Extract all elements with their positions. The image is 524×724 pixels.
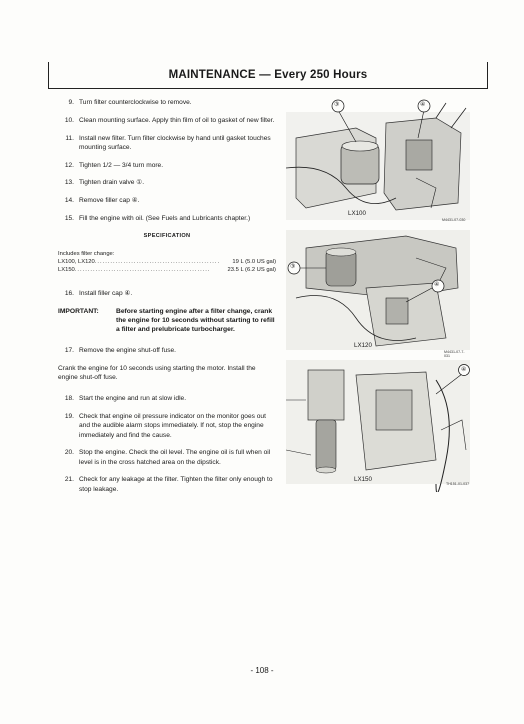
step-number: 17. (64, 347, 74, 355)
figure-lx100 (286, 98, 470, 226)
figure-code: M4431-07-7-031 (444, 350, 465, 358)
engine-illustration-lx120 (286, 228, 470, 356)
figure-label: LX150 (354, 476, 372, 483)
spec-row (58, 266, 276, 274)
step-number: 9. (68, 99, 74, 106)
important-text: Before starting engine after a filter change, crank the engine for 10 seconds without starting to refill a filter and prelubricate turbocharger. (116, 307, 275, 333)
step-item (58, 346, 276, 355)
spec-value: 19 L (5.0 US gal) (232, 258, 276, 265)
step-text: Install filler cap ④. (79, 289, 133, 297)
spec-models: LX100, LX120 (58, 258, 95, 265)
step-number: 11. (65, 134, 74, 142)
figure-label: LX120 (354, 342, 372, 349)
step-item (58, 98, 276, 107)
figure-code: TH151-01-037 (446, 482, 470, 486)
callout-4: ④ (461, 367, 467, 373)
callout-4: ④ (420, 102, 426, 108)
important-note (58, 307, 276, 335)
step-text: Tighten 1/2 — 3/4 turn more. (79, 161, 164, 169)
figure-lx150 (286, 360, 470, 492)
step-item (58, 394, 276, 403)
step-text: Install new filter. Turn filter clockwise by hand until gasket touches mounting surface. (79, 134, 271, 151)
step-item (58, 134, 276, 152)
step-item (58, 289, 276, 298)
spec-leader-dots: ................................................ (94, 258, 221, 265)
step-text: Start the engine and run at slow idle. (79, 395, 187, 403)
step-text: Stop the engine. Check the oil level. The engine oil is full when oil level is in the cross hatched area on the dipstick. (79, 449, 271, 466)
specification-intro: Includes filter change: (58, 250, 115, 257)
step-item (58, 214, 276, 223)
step-text: Clean mounting surface. Apply thin film of oil to gasket of new filter. (79, 116, 275, 124)
step-text: Turn filter counterclockwise to remove. (79, 99, 192, 106)
instructions-column (58, 98, 276, 502)
step-number: 14. (64, 197, 74, 205)
step-number: 13. (64, 179, 74, 187)
crank-paragraph: Crank the engine for 10 seconds using starting the motor. Install the engine shut-off fuse. (58, 365, 256, 382)
step-item (58, 116, 276, 125)
specification-heading: SPECIFICATION (143, 232, 191, 239)
step-text: Fill the engine with oil. (See Fuels and Lubricants chapter.) (79, 214, 251, 222)
steps-list-a (58, 98, 276, 223)
spec-row (58, 258, 276, 266)
specification-block (58, 232, 276, 275)
callout-3: ③ (334, 102, 340, 108)
step-text: Check that engine oil pressure indicator on the monitor goes out and the audible alarm stops immediately. If not, stop the engine immediately and find the cause. (79, 413, 266, 439)
step-number: 20. (64, 449, 74, 457)
figure-lx120 (286, 228, 470, 356)
step-text: Remove the engine shut-off fuse. (79, 347, 177, 355)
figure-label: LX100 (348, 210, 366, 217)
important-label: IMPORTANT: (58, 307, 99, 315)
step-number: 10. (64, 116, 74, 124)
step-text: Check for any leakage at the filter. Tighten the filter only enough to stop leakage. (79, 476, 273, 493)
steps-list-b (58, 394, 276, 493)
spec-leader-dots: .................................................... (74, 267, 211, 274)
step-text: Remove filler cap ④. (79, 197, 140, 205)
step-number: 21. (64, 476, 74, 484)
step-item (58, 475, 276, 493)
step-number: 19. (64, 413, 74, 421)
step-item (58, 196, 276, 205)
step-number: 18. (64, 395, 74, 403)
step-item (58, 448, 276, 466)
step-number: 16. (64, 289, 74, 297)
spec-value: 23.5 L (6.2 US gal) (227, 267, 276, 274)
section-title: MAINTENANCE — Every 250 Hours (168, 69, 368, 81)
step-number: 12. (64, 161, 74, 169)
callout-4: ④ (434, 282, 440, 288)
step-number: 15. (64, 214, 74, 222)
step-item (58, 178, 276, 187)
page-number: - 108 - (250, 666, 274, 675)
spec-models: LX150 (58, 267, 75, 274)
figure-code: M4431-07-030 (442, 218, 466, 222)
section-header (48, 62, 488, 89)
step-text: Tighten drain valve ①. (79, 179, 145, 187)
step-item (58, 412, 276, 440)
engine-illustration-lx150 (286, 360, 470, 492)
callout-3: ③ (290, 264, 296, 270)
step-item (58, 161, 276, 170)
engine-illustration-lx100 (286, 98, 470, 226)
